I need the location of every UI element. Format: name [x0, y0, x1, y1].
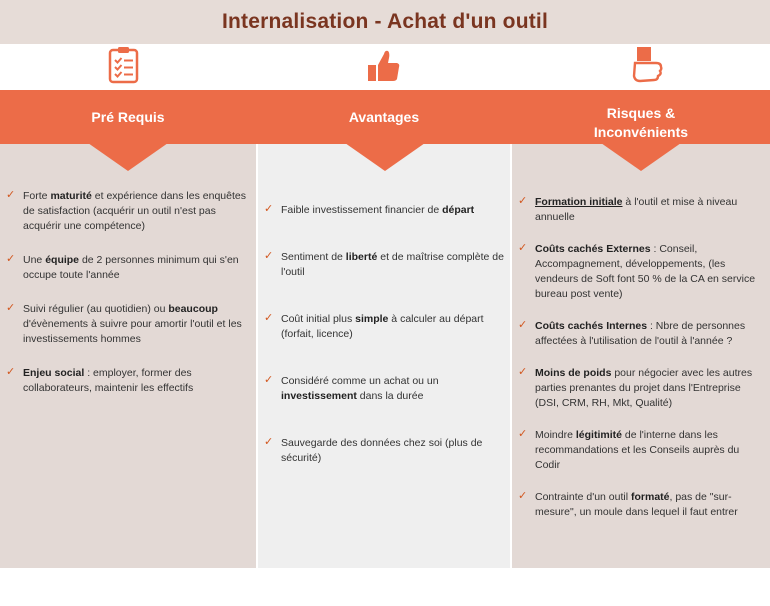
list-item: ✓ Sentiment de liberté et de maîtrise complète de l'outil: [264, 250, 504, 278]
check-icon: ✓: [518, 366, 528, 378]
thumbs-down-icon: [628, 45, 664, 85]
column-header-risques: [512, 96, 770, 150]
check-icon: ✓: [6, 253, 16, 265]
list-item: ✓ Coûts cachés Externes : Conseil, Accompagnement, développements, (les vendeurs de Soft font 50 % de la CA en service bureau post vente): [518, 242, 756, 300]
column-header-risques-line2: Inconvénients: [593, 124, 689, 140]
column-risques-list: [516, 195, 766, 520]
list-item: ✓ Enjeu social : employer, former des collaborateurs, maintenir les effectifs: [6, 366, 194, 394]
check-icon: ✓: [6, 189, 16, 201]
header-arrow-2: [345, 143, 425, 171]
list-item: ✓ Considéré comme un achat ou un investissement dans la durée: [264, 374, 439, 402]
header-arrow-1: [88, 143, 168, 171]
title-band: [0, 0, 770, 44]
check-icon: ✓: [264, 203, 274, 215]
column-avantages-list: [262, 203, 506, 466]
check-icon: ✓: [6, 366, 16, 378]
list-item: ✓ Formation initiale à l'outil et mise à niveau annuelle: [518, 195, 738, 223]
check-icon: ✓: [6, 302, 16, 314]
check-icon: ✓: [264, 374, 274, 386]
check-icon: ✓: [264, 312, 274, 324]
check-icon: ✓: [518, 195, 528, 207]
thumbs-up-icon: [366, 45, 402, 85]
column-header-avantages: Avantages: [348, 108, 420, 125]
page-title: Internalisation - Achat d'un outil: [221, 10, 548, 33]
check-icon: ✓: [264, 436, 274, 448]
list-item: ✓ Faible investissement financier de départ: [264, 203, 475, 216]
clipboard-checklist-icon: [106, 45, 142, 85]
check-icon: ✓: [264, 250, 274, 262]
list-item: ✓ Coût initial plus simple à calculer au départ (forfait, licence): [264, 312, 484, 340]
list-item: ✓ Une équipe de 2 personnes minimum qui s'en occupe toute l'année: [6, 253, 239, 281]
list-item: ✓ Sauvegarde des données chez soi (plus de sécurité): [264, 436, 483, 464]
column-header-prerequis: Pré Requis: [91, 108, 165, 125]
list-item: ✓ Moindre légitimité de l'interne dans les recommandations et les Conseils auprès du Codir: [518, 428, 740, 471]
check-icon: ✓: [518, 490, 528, 502]
check-icon: ✓: [518, 319, 528, 331]
list-item: ✓ Suivi régulier (au quotidien) ou beaucoup d'évènements à suivre pour amortir l'outil et les investissements hommes: [6, 302, 242, 345]
list-item: ✓ Contrainte d'un outil formaté, pas de "sur-mesure", un moule dans lequel il faut entrer: [518, 490, 738, 518]
check-icon: ✓: [518, 242, 528, 254]
column-header-risques-line1: Risques &: [606, 105, 676, 121]
list-item: ✓ Forte maturité et expérience dans les enquêtes de satisfaction (acquérir un outil n'est pas acquérir une compétence): [6, 189, 246, 232]
list-item: ✓ Moins de poids pour négocier avec les autres parties prenantes du projet dans l'Entreprise (DSI, CRM, RH, Mkt, Qualité): [518, 366, 753, 409]
column-prerequis-list: [4, 189, 254, 396]
check-icon: ✓: [518, 428, 528, 440]
list-item: ✓ Coûts cachés Internes : Nbre de personnes affectées à l'utilisation de l'outil à l'année ?: [518, 319, 746, 347]
